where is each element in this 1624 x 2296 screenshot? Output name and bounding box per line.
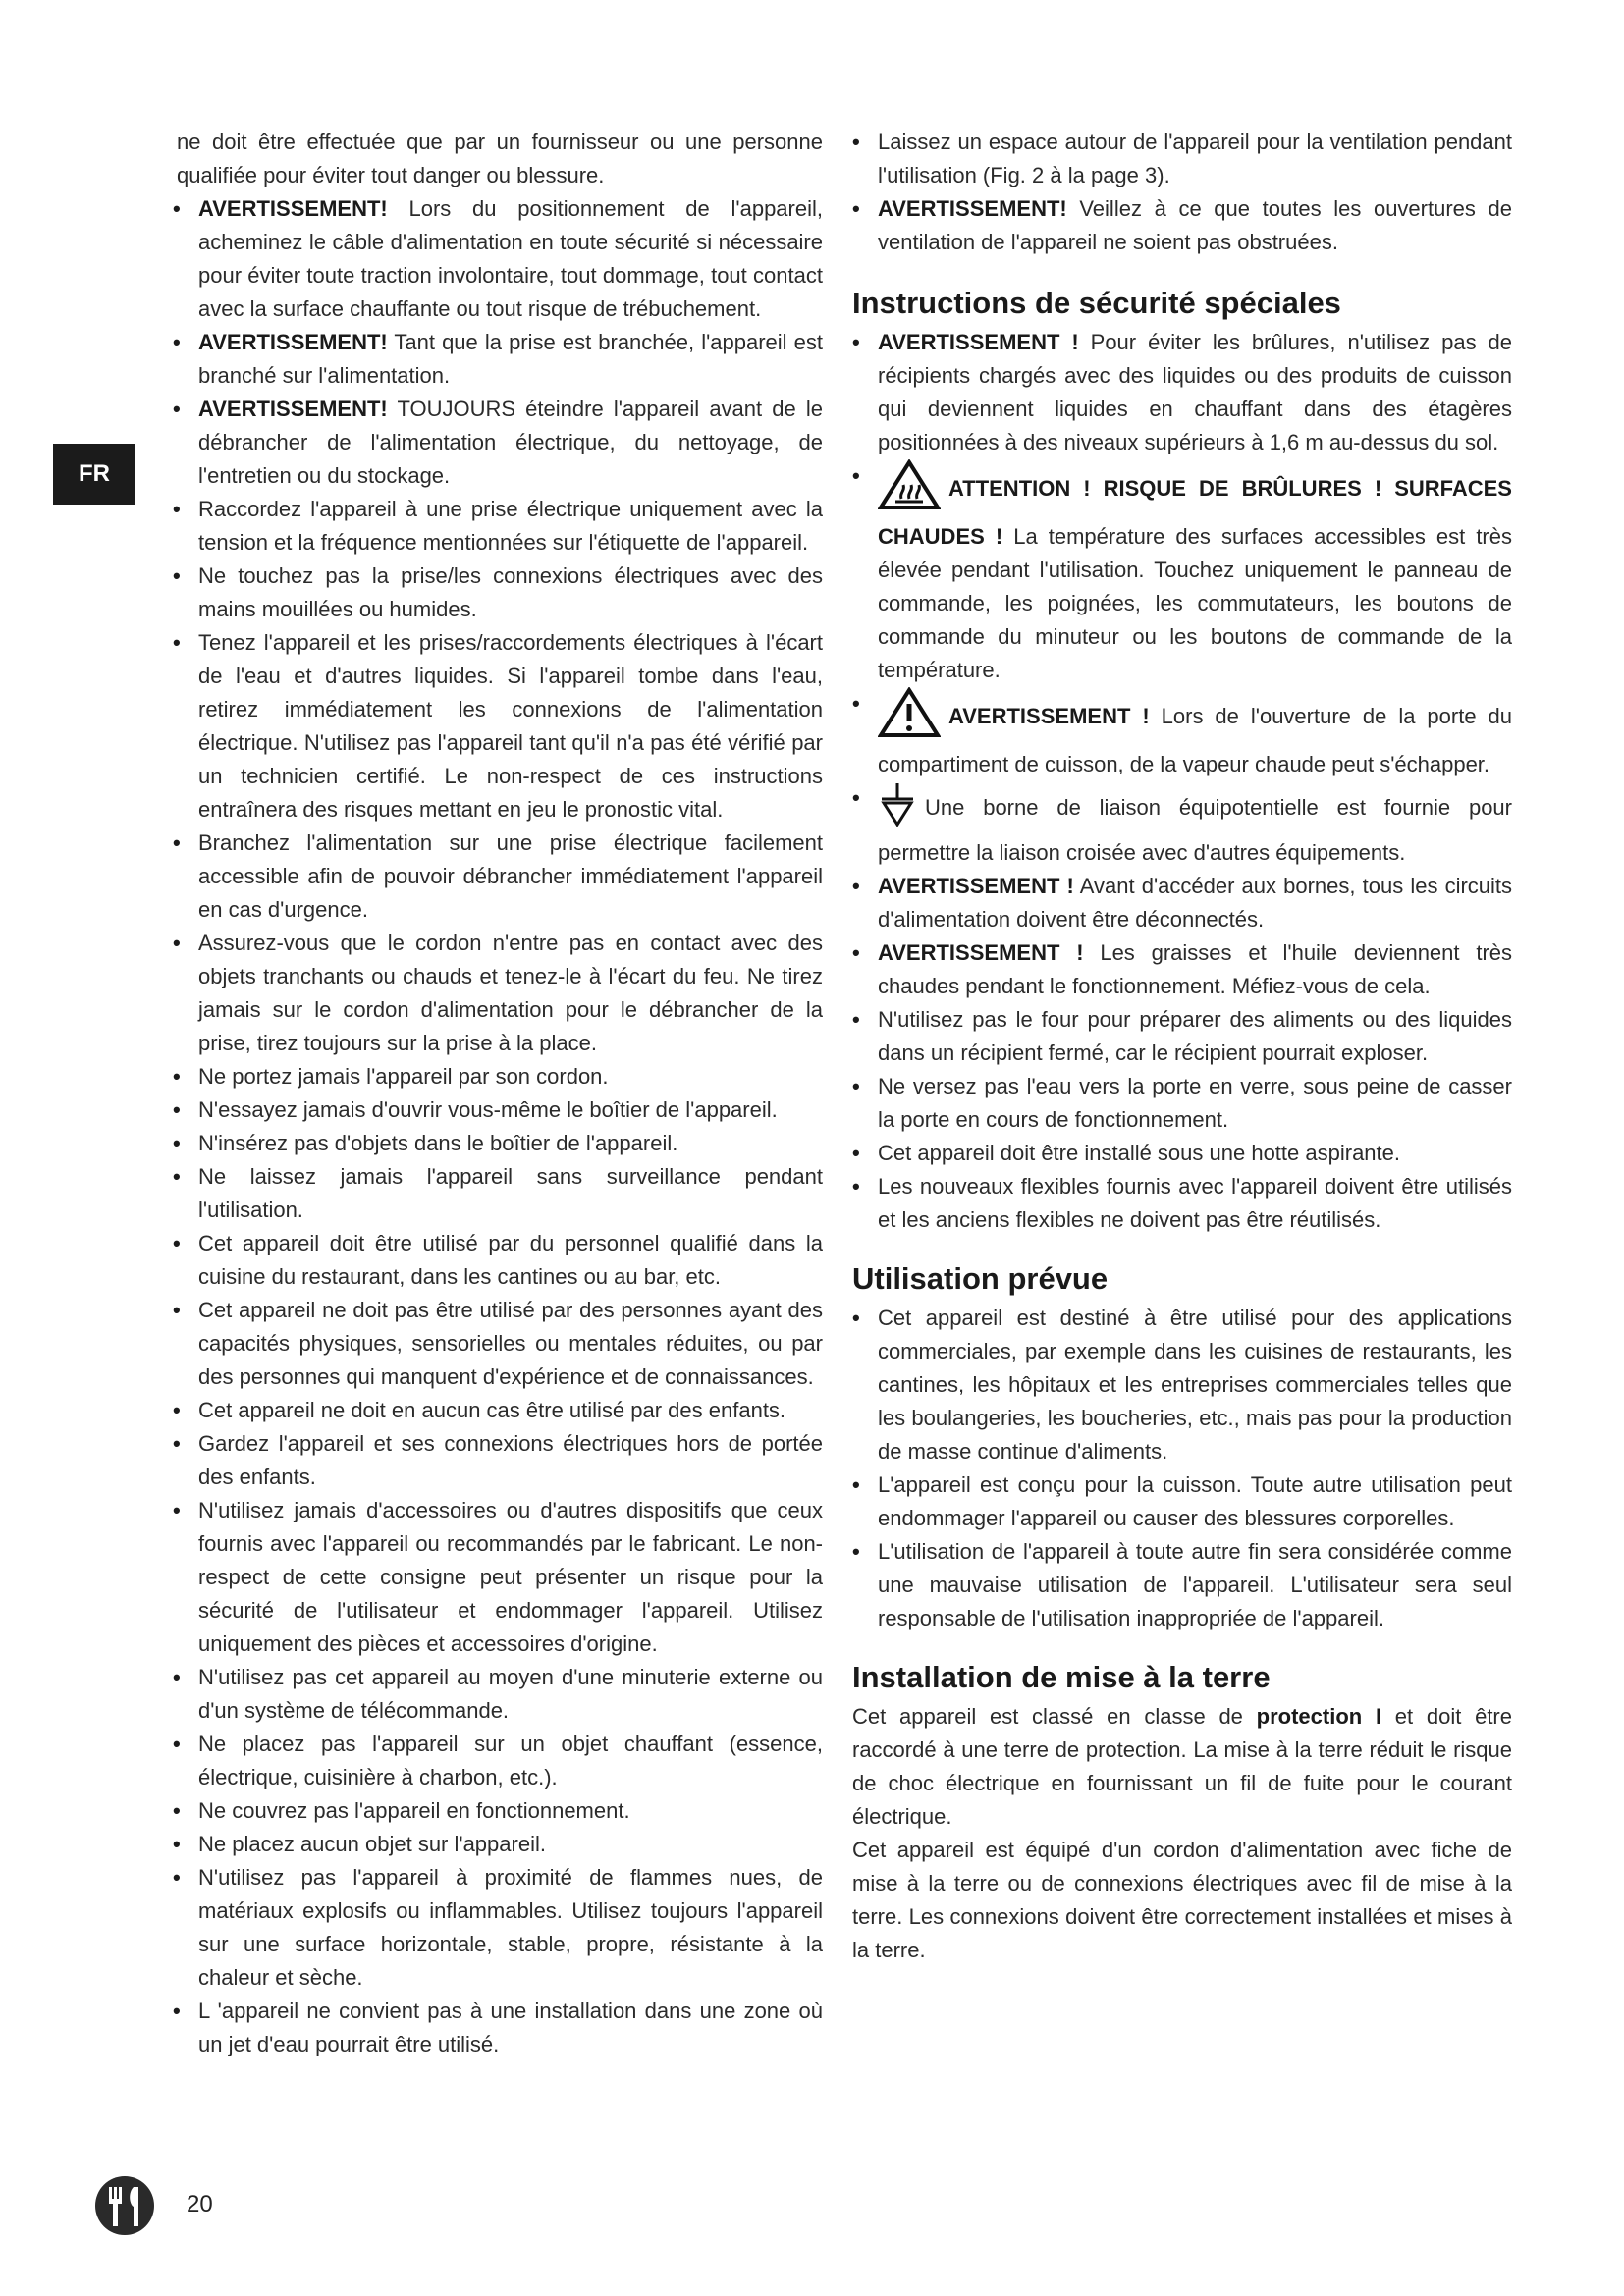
warning-label: AVERTISSEMENT!: [198, 330, 388, 354]
list-item: • N'utilisez pas l'appareil à proximité de flammes nues, de matériaux explosifs ou inflammables. Utilisez toujours l'appareil sur une surface horizontale, stable, propre, résistante à la chaleur et sèche.: [173, 1861, 823, 1995]
list-item: • Cet appareil doit être installé sous une hotte aspirante.: [852, 1137, 1512, 1170]
page-number: 20: [187, 2191, 213, 2217]
list-item-text: Avant d'accéder aux bornes, tous les circuits d'alimentation doivent être déconnectés.: [878, 874, 1513, 932]
list-item: • Ne couvrez pas l'appareil en fonctionnement.: [173, 1794, 823, 1828]
list-item: • Tenez l'appareil et les prises/raccordements électriques à l'écart de l'eau et d'autres liquides. Si l'appareil tombe dans l'eau, retirez immédiatement les connexions de l'alimentation électrique. N'utilisez pas l'appareil tant qu'il n'a pas été vérifié par un technicien certifié. Le non-respect de ces instructions entraînera des risques mettant en jeu le pronostic vital.: [173, 626, 823, 827]
list-item: [173, 192, 823, 326]
paragraph: [852, 1700, 1512, 1834]
list-item: [852, 459, 1512, 687]
right-column: [852, 126, 1512, 1967]
list-item: • Ne placez aucun objet sur l'appareil.: [173, 1828, 823, 1861]
list-item: • Laissez un espace autour de l'appareil pour la ventilation pendant l'utilisation (Fig. 2 à la page 3).: [852, 126, 1512, 192]
list-item: • Cet appareil doit être utilisé par du personnel qualifié dans la cuisine du restaurant, dans les cantines ou au bar, etc.: [173, 1227, 823, 1294]
list-item-text: La température des surfaces accessibles est très élevée pendant l'utilisation. Touchez uniquement le panneau de commande, les poignées, les commutateurs, les boutons de commande du minuteur ou les boutons de commande de la température.: [878, 524, 1512, 682]
list-item: • Assurez-vous que le cordon n'entre pas en contact avec des objets tranchants ou chauds et tenez-le à l'écart du feu. Ne tirez jamais sur le cordon d'alimentation pour le débrancher de la prise, tirez toujours sur la prise à la place.: [173, 927, 823, 1060]
list-item: • N'insérez pas d'objets dans le boîtier de l'appareil.: [173, 1127, 823, 1160]
list-item: • Cet appareil est destiné à être utilisé pour des applications commerciales, par exemple dans les cuisines de restaurants, les cantines, les hôpitaux et les entreprises commerciales telles que les boulangeries, les boucheries, etc., mais pas pour la production de masse continue d'aliments.: [852, 1302, 1512, 1468]
warning-label: AVERTISSEMENT !: [878, 330, 1079, 354]
list-item: [852, 870, 1512, 936]
list-item-text: Une borne de liaison équipotentielle est fournie pour permettre la liaison croisée avec d'autres équipements.: [878, 794, 1512, 865]
paragraph-text: et doit être raccordé à une terre de protection. La mise à la terre réduit le risque de choc électrique en fournissant un fil de fuite pour le courant électrique.: [852, 1704, 1512, 1829]
list-item: • Ne touchez pas la prise/les connexions électriques avec des mains mouillées ou humides.: [173, 560, 823, 626]
section-heading-special-safety: Instructions de sécurité spéciales: [852, 286, 1341, 320]
list-item: • N'utilisez jamais d'accessoires ou d'autres dispositifs que ceux fournis avec l'appareil ou recommandés par le fabricant. Le non-respect de cette consigne peut présenter un risque pour la sécurité de l'utilisateur et endommager l'appareil. Utilisez uniquement des pièces et accessoires d'origine.: [173, 1494, 823, 1661]
list-item-text: Lors de l'ouverture de la porte du compartiment de cuisson, de la vapeur chaude peut s'échapper.: [878, 703, 1512, 776]
paragraph-text: Cet appareil est classé en classe de: [852, 1704, 1257, 1729]
list-item: • Gardez l'appareil et ses connexions électriques hors de portée des enfants.: [173, 1427, 823, 1494]
list-item: • Cet appareil ne doit pas être utilisé par des personnes ayant des capacités physiques, sensorielles ou mentales réduites, ou par des personnes qui manquent d'expérience et de connaissances.: [173, 1294, 823, 1394]
list-item: • Ne laissez jamais l'appareil sans surveillance pendant l'utilisation.: [173, 1160, 823, 1227]
list-item: • N'utilisez pas cet appareil au moyen d'une minuterie externe ou d'un système de télécommande.: [173, 1661, 823, 1728]
equipotential-bonding-icon: [878, 781, 917, 836]
warning-label: AVERTISSEMENT!: [878, 196, 1067, 221]
caution-triangle-icon: [878, 687, 941, 748]
list-item: [852, 326, 1512, 459]
list-item: • Les nouveaux flexibles fournis avec l'appareil doivent être utilisés et les anciens flexibles ne doivent pas être réutilisés.: [852, 1170, 1512, 1237]
list-item-text: TOUJOURS éteindre l'appareil avant de le débrancher de l'alimentation électrique, du nettoyage, de l'entretien ou du stockage.: [198, 397, 823, 488]
list-item: [852, 687, 1512, 781]
warning-label: AVERTISSEMENT !: [878, 874, 1074, 898]
list-item-text: Les graisses et l'huile deviennent très chaudes pendant le fonctionnement. Méfiez-vous de cela.: [878, 940, 1512, 998]
warning-label: ATTENTION ! RISQUE DE BRÛLURES ! SURFACES CHAUDES !: [878, 475, 1512, 549]
section-heading-intended-use: Utilisation prévue: [852, 1261, 1109, 1296]
list-item: • L 'appareil ne convient pas à une installation dans une zone où un jet d'eau pourrait être utilisé.: [173, 1995, 823, 2061]
list-item: • L'utilisation de l'appareil à toute autre fin sera considérée comme une mauvaise utilisation de l'appareil. L'utilisateur sera seul responsable de l'utilisation inappropriée de l'appareil.: [852, 1535, 1512, 1635]
list-item: • Ne portez jamais l'appareil par son cordon.: [173, 1060, 823, 1094]
list-item: • Ne versez pas l'eau vers la porte en verre, sous peine de casser la porte en cours de fonctionnement.: [852, 1070, 1512, 1137]
list-item: • Ne placez pas l'appareil sur un objet chauffant (essence, électrique, cuisinière à charbon, etc.).: [173, 1728, 823, 1794]
hot-surface-warning-icon: [878, 459, 941, 520]
continued-paragraph: ne doit être effectuée que par un fournisseur ou une personne qualifiée pour éviter tout danger ou blessure.: [177, 130, 823, 187]
left-column: [173, 126, 823, 2061]
cutlery-logo-icon: [94, 2175, 155, 2236]
list-item: [173, 326, 823, 393]
language-tab: FR: [53, 444, 135, 505]
list-item: • L'appareil est conçu pour la cuisson. Toute autre utilisation peut endommager l'appareil ou causer des blessures corporelles.: [852, 1468, 1512, 1535]
list-item: • N'utilisez pas le four pour préparer des aliments ou des liquides dans un récipient fermé, car le récipient pourrait exploser.: [852, 1003, 1512, 1070]
list-item-text: Lors du positionnement de l'appareil, acheminez le câble d'alimentation en toute sécurité si nécessaire pour éviter toute traction involontaire, tout dommage, tout contact avec la surface chauffante ou tout risque de trébuchement.: [198, 196, 823, 321]
protection-class-label: protection I: [1256, 1704, 1382, 1729]
warning-label: AVERTISSEMENT!: [198, 196, 388, 221]
list-item-text: Tant que la prise est branchée, l'appareil est branché sur l'alimentation.: [198, 330, 823, 388]
list-item: • Branchez l'alimentation sur une prise électrique facilement accessible afin de pouvoir débrancher immédiatement l'appareil en cas d'urgence.: [173, 827, 823, 927]
warning-label: AVERTISSEMENT!: [198, 397, 388, 421]
list-item: • Cet appareil ne doit en aucun cas être utilisé par des enfants.: [173, 1394, 823, 1427]
paragraph: Cet appareil est équipé d'un cordon d'alimentation avec fiche de mise à la terre ou de connexions électriques avec fil de mise à la terre. Les connexions doivent être correctement installées et mises à la terre.: [852, 1838, 1512, 1962]
warning-label: AVERTISSEMENT !: [948, 703, 1150, 728]
list-item: • Raccordez l'appareil à une prise électrique uniquement avec la tension et la fréquence mentionnées sur l'étiquette de l'appareil.: [173, 493, 823, 560]
list-item: [852, 192, 1512, 259]
list-item-text: Veillez à ce que toutes les ouvertures de ventilation de l'appareil ne soient pas obstruées.: [878, 196, 1512, 254]
section-heading-grounding: Installation de mise à la terre: [852, 1660, 1271, 1694]
list-item: [173, 393, 823, 493]
list-item-text: Pour éviter les brûlures, n'utilisez pas de récipients chargés avec des liquides ou des produits de cuisson qui deviennent liquides en chauffant dans des étagères positionnées à des niveaux supérieurs à 1,6 m au-dessus du sol.: [878, 330, 1513, 454]
list-item: [852, 936, 1512, 1003]
list-item: [852, 781, 1512, 870]
list-item: • N'essayez jamais d'ouvrir vous-même le boîtier de l'appareil.: [173, 1094, 823, 1127]
warning-label: AVERTISSEMENT !: [878, 940, 1084, 965]
